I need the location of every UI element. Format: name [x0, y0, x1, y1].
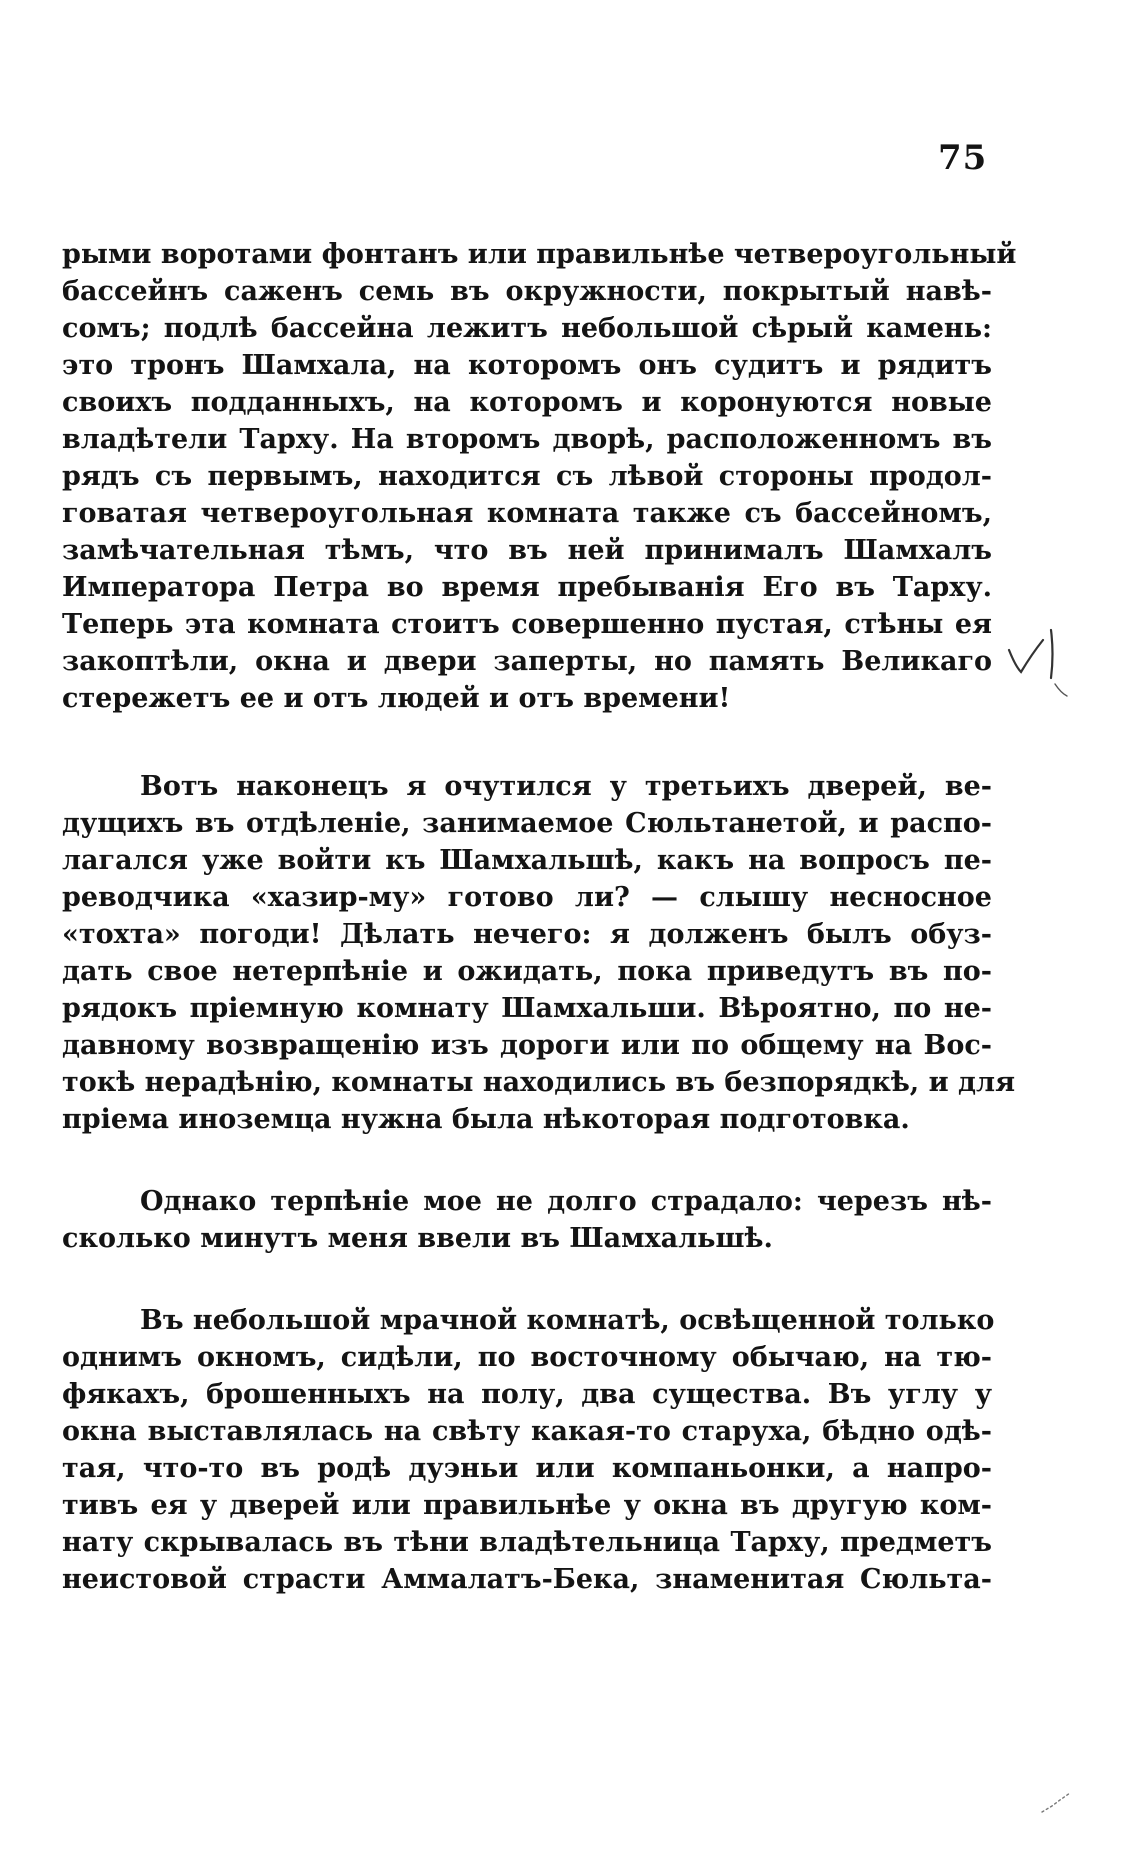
- text-line: лагался уже войти къ Шамхальшѣ, какъ на вопросъ пе-: [62, 845, 992, 876]
- text-line: Теперь эта комната стоитъ совершенно пустая, стѣны ея: [62, 609, 992, 640]
- text-line: владѣтели Тарху. На второмъ дворѣ, расположенномъ въ: [62, 424, 992, 455]
- text-line: «тохта» погоди! Дѣлать нечего: я долженъ былъ обуз-: [62, 919, 992, 950]
- text-line: замѣчательная тѣмъ, что въ ней принималъ Шамхалъ: [62, 535, 992, 566]
- text-line: пріема иноземца нужна была нѣкоторая подготовка.: [62, 1104, 910, 1135]
- text-line: бассейнъ саженъ семь въ окружности, покрытый навѣ-: [62, 276, 992, 307]
- text-line: Въ небольшой мрачной комнатѣ, освѣщенной только: [140, 1305, 995, 1336]
- text-line: реводчика «хазир-му» готово ли? — слышу несносное: [62, 882, 992, 913]
- paragraph-4: [62, 1302, 995, 1598]
- text-line: дущихъ въ отдѣленіе, занимаемое Сюльтанетой, и распо-: [62, 808, 992, 839]
- text-line: рядокъ пріемную комнату Шамхальши. Вѣроятно, по не-: [62, 993, 992, 1024]
- text-line: своихъ подданныхъ, на которомъ и коронуются новые: [62, 387, 992, 418]
- text-line: Однако терпѣніе мое не долго страдало: черезъ нѣ-: [140, 1186, 992, 1217]
- text-line: однимъ окномъ, сидѣли, по восточному обычаю, на тю-: [62, 1342, 992, 1373]
- text-line: токѣ нерадѣнію, комнаты находились въ безпорядкѣ, и для: [62, 1067, 1016, 1098]
- text-line: окна выставлялась на свѣту какая-то старуха, бѣдно одѣ-: [62, 1416, 992, 1447]
- text-line: стережетъ ее и отъ людей и отъ времени!: [62, 683, 731, 714]
- text-line: Вотъ наконецъ я очутился у третьихъ дверей, ве-: [140, 771, 992, 802]
- text-line: нату скрывалась въ тѣни владѣтельница Тарху, предметъ: [62, 1527, 992, 1558]
- paragraph-1: [62, 236, 1017, 717]
- text-line: закоптѣли, окна и двери заперты, но память Великаго: [62, 646, 992, 677]
- text-line: говатая четвероугольная комната также съ бассейномъ,: [62, 498, 992, 529]
- text-line: дать свое нетерпѣніе и ожидать, пока приведутъ въ по-: [62, 956, 992, 987]
- text-line: тивъ ея у дверей или правильнѣе у окна въ другую ком-: [62, 1490, 992, 1521]
- handwritten-margin-mark: [1005, 622, 1075, 702]
- pencil-scribble-mark: [1038, 1788, 1078, 1818]
- text-line: фякахъ, брошенныхъ на полу, два существа. Въ углу у: [62, 1379, 992, 1410]
- text-line: это тронъ Шамхала, на которомъ онъ судитъ и рядитъ: [62, 350, 992, 381]
- paragraph-3: [62, 1183, 992, 1257]
- text-line: тая, что-то въ родѣ дуэньи или компаньонки, а напро-: [62, 1453, 992, 1484]
- text-line: рядъ съ первымъ, находится съ лѣвой стороны продол-: [62, 461, 992, 492]
- text-line: неистовой страсти Аммалатъ-Бека, знаменитая Сюльта-: [62, 1564, 992, 1595]
- text-line: рыми воротами фонтанъ или правильнѣе четвероугольный: [62, 239, 1017, 270]
- text-line: Императора Петра во время пребыванія Его въ Тарху.: [62, 572, 992, 603]
- text-line: давному возвращенію изъ дороги или по общему на Вос-: [62, 1030, 992, 1061]
- text-line: сомъ; подлѣ бассейна лежитъ небольшой сѣрый камень:: [62, 313, 992, 344]
- page-number: 75: [938, 138, 988, 178]
- paragraph-2: [62, 768, 1016, 1138]
- text-line: сколько минутъ меня ввели въ Шамхальшѣ.: [62, 1223, 773, 1254]
